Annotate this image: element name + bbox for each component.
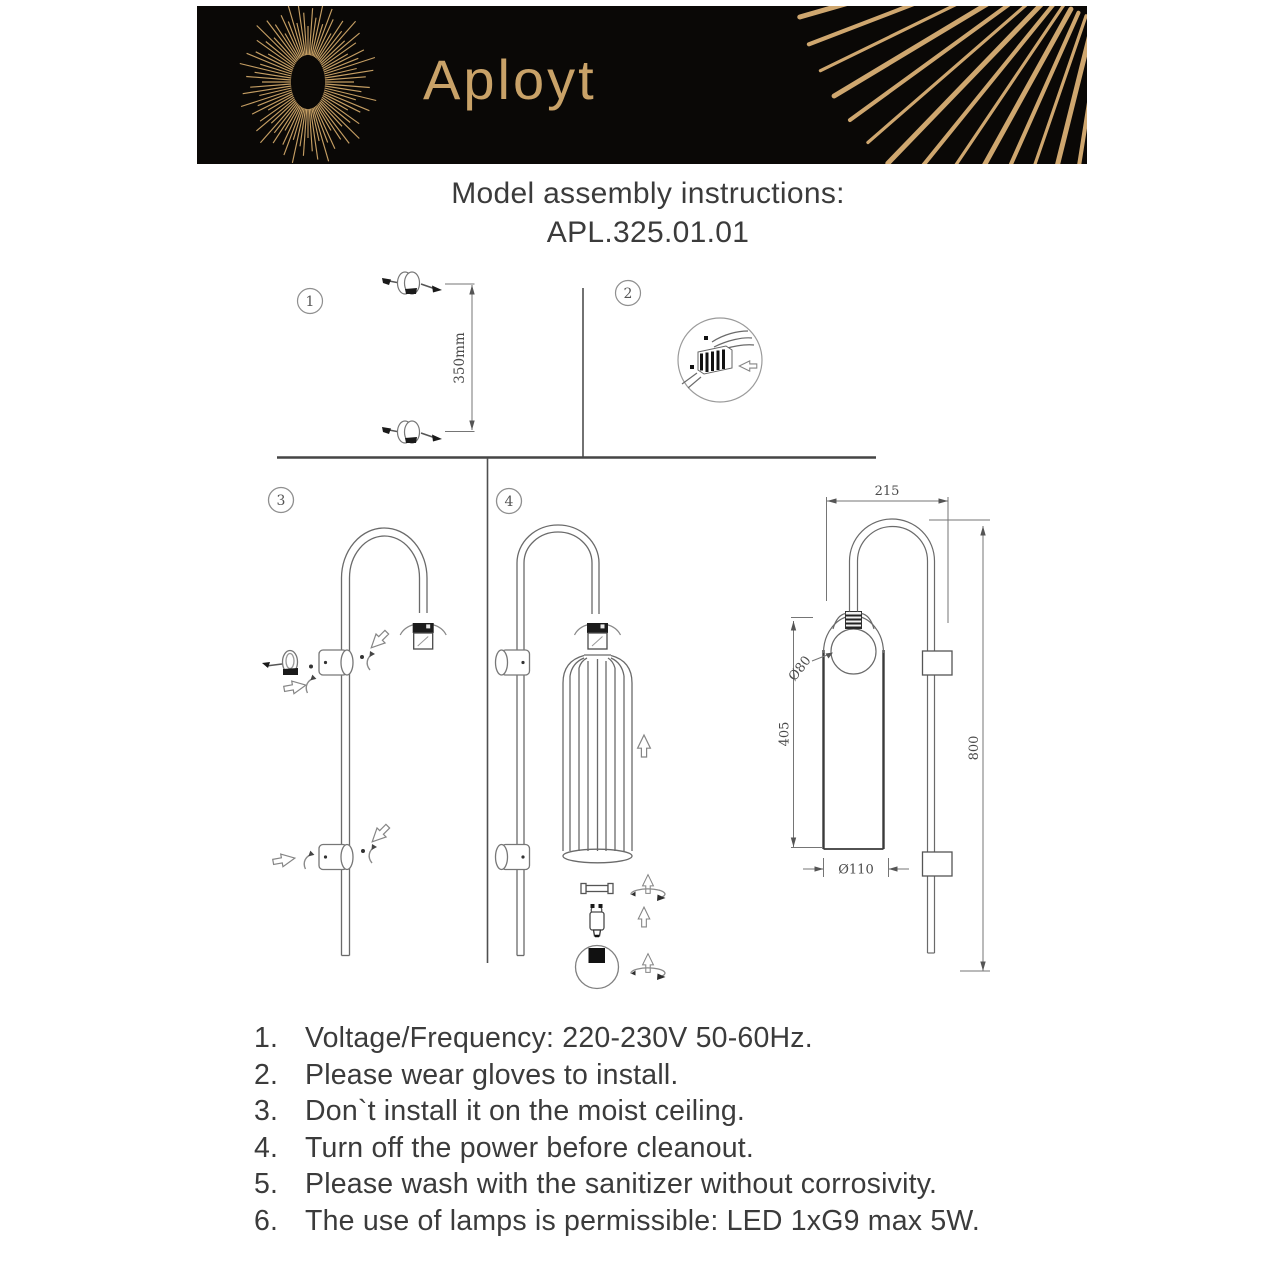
item-text: Turn off the power before cleanout. [305,1131,755,1164]
dim-215-label: 215 [874,484,900,499]
item-text: The use of lamps is permissible: LED 1xG9 max 5W. [305,1204,981,1237]
up-arrow-icon [643,954,654,973]
dimension-drawing [778,484,991,971]
page-title: Model assembly instructions: [451,177,845,210]
item-text: Please wash with the sanitizer without corrosivity. [305,1168,938,1201]
lamp-socket-icon [575,623,621,649]
item-number: 2. [254,1058,279,1091]
retainer-ring-icon [581,884,613,894]
item-text: Please wear gloves to install. [305,1058,679,1091]
step-4-drawing [496,489,666,989]
fluted-shade-icon [563,655,632,863]
dim-405-label: 405 [777,721,793,747]
step-1-number: 1 [305,294,315,310]
model-number: APL.325.01.01 [546,216,750,249]
wall-anchor-icon [382,272,442,294]
mount-bracket-icon [496,650,530,675]
g9-bulb-icon [590,904,604,936]
instruction-list [254,1020,980,1240]
step-3-number: 3 [276,493,286,509]
instruction-item [254,1203,980,1240]
up-arrow-icon [643,875,654,894]
item-text: Don`t install it on the moist ceiling. [305,1095,746,1128]
install-arrow-icon [272,852,296,868]
rotate-hint-icon [367,651,375,670]
brand-wordmark: Aployt [423,48,597,111]
instruction-item [254,1130,980,1167]
item-text: Voltage/Frequency: 220-230V 50-60Hz. [305,1022,813,1054]
step-1-drawing [298,272,475,443]
lamp-side-view [824,519,953,953]
step-2-number: 2 [623,286,633,302]
terminal-block-icon [682,331,757,388]
rotate-hint-icon [305,674,317,694]
step-4-number: 4 [504,494,514,510]
up-arrow-icon [638,907,650,927]
install-arrow-icon [367,628,392,653]
dimension-350mm [445,284,475,432]
instruction-item [254,1093,980,1130]
step-3-drawing [262,488,446,956]
glass-ball-icon [576,946,619,989]
lamp-socket-icon [400,623,446,649]
instruction-item [254,1166,980,1203]
mount-bracket-icon [319,650,353,675]
mount-bracket-icon [319,845,353,870]
clamp-piece-icon [262,651,298,676]
lamp-arm-step3 [342,528,428,956]
up-arrow-icon [638,735,651,757]
install-arrow-icon [283,679,307,695]
rotate-hint-icon [303,850,315,870]
dim-d110-label: Ø110 [838,862,874,878]
dim-d80-label: Ø80 [785,653,815,685]
item-number: 3. [254,1095,279,1128]
dim-350mm-label: 350mm [452,332,468,384]
dim-800-label: 800 [967,735,982,761]
item-number: 6. [254,1204,279,1237]
rotate-hint-icon [369,844,377,863]
instruction-item [254,1020,980,1057]
install-arrow-icon [368,822,393,847]
item-number: 4. [254,1131,279,1164]
wall-anchor-icon [382,421,442,443]
mount-bracket-icon [496,845,530,870]
instruction-item [254,1057,980,1094]
item-number: 5. [254,1168,279,1201]
item-number: 1. [254,1022,279,1054]
step-2-drawing [616,281,763,403]
